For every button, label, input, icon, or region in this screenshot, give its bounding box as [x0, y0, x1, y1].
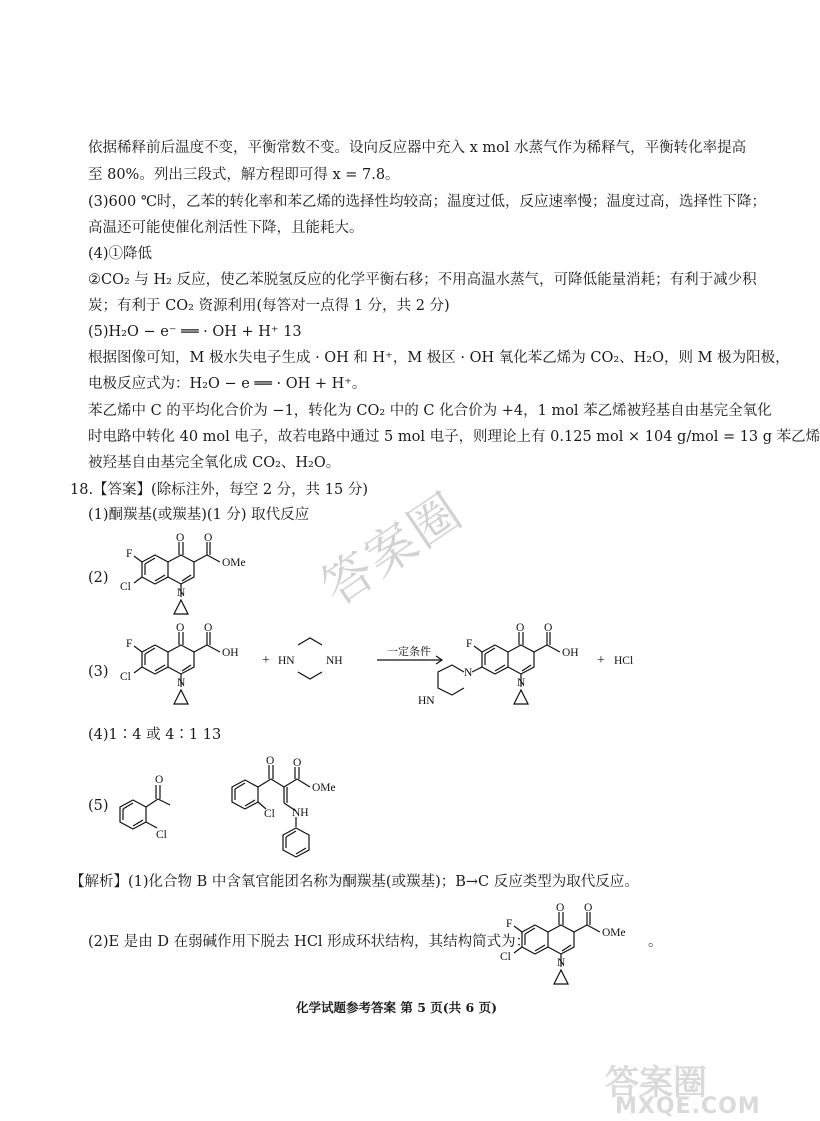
piperazine-hn-label: HN: [278, 655, 295, 667]
ketone-o-label: O: [556, 902, 565, 914]
plus-sign: +: [262, 653, 270, 668]
ketone-o-label: O: [176, 622, 185, 634]
chloro-label: Cl: [120, 581, 131, 593]
watermark-center: 答案圈: [311, 481, 474, 617]
nitrogen-label: N: [177, 587, 186, 599]
hcl-label: HCl: [614, 655, 634, 667]
structures-5: [112, 755, 382, 885]
answer-line: 电极反应式为：H₂O − e ══ · OH + H⁺。: [88, 376, 367, 392]
answer-line: 时电路中转化 40 mol 电子，故若电路中通过 5 mol 电子，则理论上有 0.125 mol × 104 g/mol = 13 g 苯乙烯: [88, 429, 820, 445]
answer-line: 苯乙烯中 C 的平均化合价为 −1，转化为 CO₂ 中的 C 化合价为 +4，1 mol 苯乙烯被羟基自由基完全氧化: [88, 403, 772, 419]
analysis-2: (2)E 是由 D 在弱碱作用下脱去 HCl 形成环状结构，其结构简式为：: [88, 934, 531, 950]
reaction-scheme: [112, 620, 672, 720]
keto-o-label: O: [266, 755, 275, 767]
plus-sign-2: +: [597, 653, 605, 668]
fluoro-label: F: [126, 548, 133, 560]
nitrogen-label: N: [177, 677, 186, 689]
ome-label: OMe: [602, 927, 626, 939]
page-footer: 化学试题参考答案 第 5 页(共 6 页): [296, 1000, 497, 1015]
watermark-logo: 答案圈: [605, 1063, 707, 1103]
question-18-heading: 18.【答案】(除标注外，每空 2 分，共 15 分): [70, 482, 368, 498]
product-piperazine-hn-label: HN: [418, 695, 435, 707]
ome-label: OMe: [222, 557, 246, 569]
answer-4: (4)1∶4 或 4∶1 13: [88, 727, 222, 743]
answer-line: 炭；有利于 CO₂ 资源利用(每答对一点得 1 分，共 2 分): [88, 298, 450, 314]
product-nitrogen-label: N: [517, 677, 526, 689]
answer-line: 至 80%。列出三段式，解方程即可得 x = 7.8。: [88, 167, 400, 183]
acetyl-o-label: O: [155, 774, 164, 786]
answer-2-label: (2): [88, 570, 109, 586]
answer-line: 高温还可能使催化剂活性下降，且能耗大。: [88, 220, 364, 236]
ketone-o-label: O: [176, 532, 185, 544]
oh-label: OH: [222, 647, 239, 659]
answer-line: 依据稀释前后温度不变，平衡常数不变。设向反应器中充入 x mol 水蒸气作为稀释气，平衡转化率提高: [88, 140, 747, 156]
analysis-2-end: 。: [648, 934, 663, 950]
product-oh-label: OH: [562, 647, 579, 659]
ester-o-label: O: [293, 757, 302, 769]
answer-line: 根据图像可知，M 极水失电子生成 · OH 和 H⁺，M 极区 · OH 氧化苯乙烯为 CO₂、H₂O，则 M 极为阳极，: [88, 350, 790, 366]
answer-line: 被羟基自由基完全氧化成 CO₂、H₂O。: [88, 455, 341, 471]
answer-line: ②CO₂ 与 H₂ 反应，使乙苯脱氢反应的化学平衡右移；不用高温水蒸气，可降低能量消耗；有利于减少积: [88, 272, 757, 288]
reaction-condition: 一定条件: [387, 646, 431, 658]
ome-label: OMe: [312, 782, 336, 794]
watermark-url: MXQE.COM: [615, 1094, 761, 1119]
ester-o-label: O: [204, 532, 213, 544]
nh-label: NH: [292, 807, 309, 819]
acetyl-cl-label: Cl: [156, 829, 167, 841]
chloro-label: Cl: [120, 671, 131, 683]
fluoro-label: F: [506, 918, 513, 930]
product-ketone-o-label: O: [516, 622, 525, 634]
answer-5-label: (5): [88, 798, 109, 814]
product-piperazine-n-label: N: [464, 667, 473, 679]
answer-line: (3)600 ℃时，乙苯的转化率和苯乙烯的选择性均较高；温度过低，反应速率慢；温度过高，选择性下降；: [88, 194, 767, 210]
nitrogen-label: N: [557, 957, 566, 969]
acid-o-label: O: [204, 622, 213, 634]
aryl-cl-label: Cl: [264, 808, 275, 820]
answer-line: (5)H₂O − e⁻ ══ · OH + H⁺ 13: [88, 324, 302, 340]
fluoro-label: F: [126, 638, 133, 650]
analysis-structure: [492, 900, 642, 995]
answer-line: (4)①降低: [88, 246, 153, 262]
chloro-label: Cl: [500, 951, 511, 963]
answer-1: (1)酮羰基(或羰基)(1 分) 取代反应: [88, 507, 310, 523]
piperazine-nh-label: NH: [326, 655, 343, 667]
product-fluoro-label: F: [466, 638, 473, 650]
structure-ester: [112, 530, 262, 625]
answer-3-label: (3): [88, 664, 109, 680]
analysis-1: 【解析】(1)化合物 B 中含氧官能团名称为酮羰基(或羰基)；B→C 反应类型为取代反应。: [70, 874, 639, 890]
ester-o-label: O: [584, 902, 593, 914]
product-acid-o-label: O: [544, 622, 553, 634]
